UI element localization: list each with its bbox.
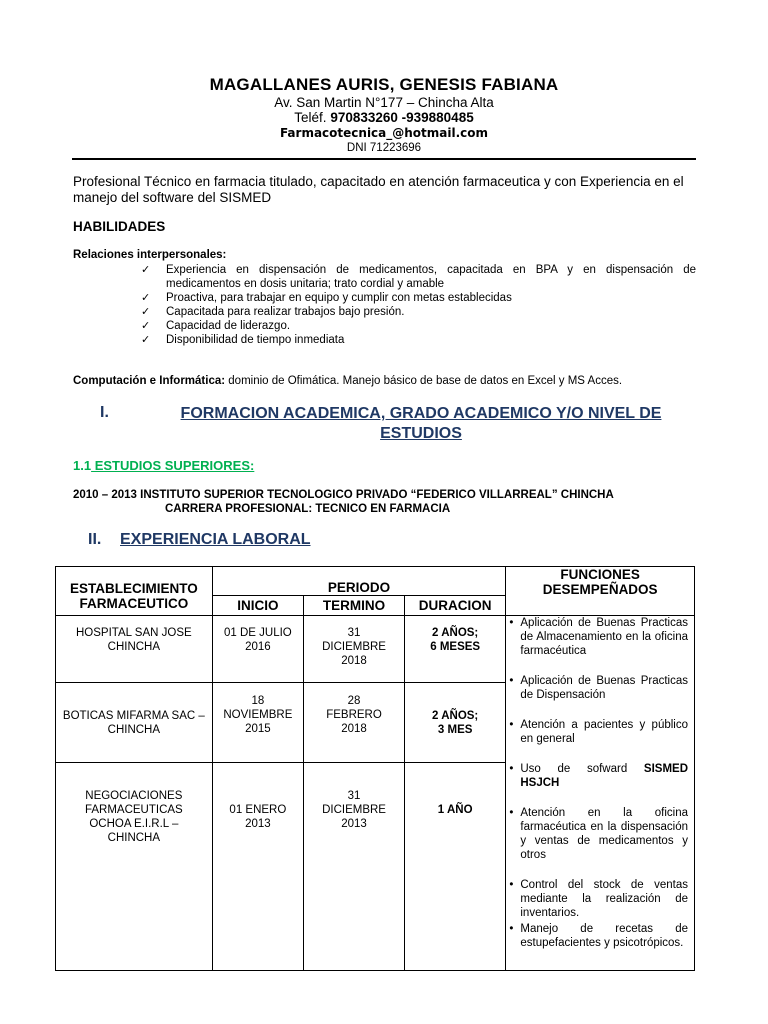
function-text: Control del stock de ventas mediante la realización de inventarios. (520, 879, 688, 919)
list-item (506, 878, 694, 920)
list-item (506, 616, 694, 658)
computing-text: dominio de Ofimática. Manejo básico de base de datos en Excel y MS Acces. (225, 375, 623, 387)
computing-label: Computación e Informática: (73, 375, 226, 387)
skill-text: Capacitada para realizar trabajos bajo presión. (166, 306, 405, 318)
end-cell: 31 DICIEMBRE 2018 (304, 616, 405, 683)
col-functions: FUNCIONES DESEMPEÑADOS (506, 567, 695, 616)
col-start: INICIO (212, 596, 303, 616)
computing-skills (73, 375, 622, 387)
list-item (506, 718, 694, 746)
subsection-title-text: ESTUDIOS SUPERIORES: (91, 458, 255, 473)
functions-cell (506, 616, 695, 971)
function-text: Atención a pacientes y público en general (520, 719, 688, 745)
candidate-name: MAGALLANES AURIS, GENESIS FABIANA (209, 75, 559, 94)
skill-text: Experiencia en dispensación de medicamentos, capacitada en BPA y en dispensación de medicamentos en dosis unitaria; trato cordial y amable (166, 264, 696, 290)
checkmark-icon: ✓ (141, 263, 151, 276)
profile-summary: Profesional Técnico en farmacia titulado, capacitado en atención farmaceutica y con Experiencia en el manejo del software del SISMED (73, 174, 684, 205)
skills-heading: HABILIDADES (73, 219, 166, 234)
list-item (140, 319, 696, 333)
list-item (506, 674, 694, 702)
bullet-icon: • (509, 807, 514, 819)
function-text: Aplicación de Buenas Practicas de Almacenamiento en la oficina farmacéutica (520, 617, 688, 657)
section1-number: I. (100, 404, 109, 421)
list-item (506, 922, 694, 950)
bullet-icon: • (509, 923, 514, 935)
start-cell: 01 DE JULIO 2016 (212, 616, 303, 683)
duration-cell: 2 AÑOS; 3 MES (404, 683, 505, 763)
phone-line (0, 110, 768, 125)
list-item (140, 333, 696, 347)
skills-list (140, 263, 696, 347)
col-end: TERMINO (304, 596, 405, 616)
list-item (140, 305, 696, 319)
checkmark-icon: ✓ (141, 319, 151, 332)
table-row (56, 616, 695, 683)
functions-list (506, 616, 694, 950)
subsection-title (73, 458, 254, 473)
subsection-number: 1.1 (73, 458, 92, 473)
section1-title (146, 404, 696, 444)
career-line: CARRERA PROFESIONAL: TECNICO EN FARMACIA (165, 503, 451, 515)
function-text: Aplicación de Buenas Practicas de Dispensación (520, 675, 688, 701)
end-cell: 28 FEBRERO 2018 (304, 683, 405, 763)
experience-table (55, 566, 695, 971)
bullet-icon: • (509, 879, 514, 891)
end-cell: 31 DICIEMBRE 2013 (304, 763, 405, 971)
checkmark-icon: ✓ (141, 305, 151, 318)
start-cell: 01 ENERO 2013 (212, 763, 303, 971)
checkmark-icon: ✓ (141, 333, 151, 346)
bullet-icon: • (509, 617, 514, 629)
section2-number: II. (88, 531, 102, 548)
dni: DNI 71223696 (346, 142, 422, 154)
function-text: Manejo de recetas de estupefacientes y psicotrópicos. (520, 923, 688, 949)
col-duration: DURACION (404, 596, 505, 616)
section2-title: EXPERIENCIA LABORAL (120, 531, 311, 548)
phone-numbers: 970833260 -939880485 (330, 110, 474, 125)
list-item (140, 291, 696, 305)
col-establishment: ESTABLECIMIENTO FARMACEUTICO (56, 567, 213, 616)
list-item (506, 806, 694, 862)
skill-text: Capacidad de liderazgo. (166, 320, 291, 332)
skill-text: Disponibilidad de tiempo inmediata (166, 334, 345, 346)
duration-cell: 1 AÑO (404, 763, 505, 971)
list-item (506, 762, 694, 790)
establishment-cell: BOTICAS MIFARMA SAC – CHINCHA (56, 683, 213, 763)
bullet-icon: • (509, 719, 514, 731)
email: Farmacotecnica_@hotmail.com (279, 126, 489, 140)
checkmark-icon: ✓ (141, 291, 151, 304)
start-cell: 18 NOVIEMBRE 2015 (212, 683, 303, 763)
bullet-icon: • (509, 763, 514, 775)
address: Av. San Martin N°177 – Chincha Alta (274, 95, 494, 110)
col-period: PERIODO (212, 567, 506, 596)
phone-label: Teléf. (294, 110, 327, 125)
header-divider (72, 158, 696, 160)
establishment-cell: HOSPITAL SAN JOSE CHINCHA (56, 616, 213, 683)
study-line: 2010 – 2013 INSTITUTO SUPERIOR TECNOLOGICO PRIVADO “FEDERICO VILLARREAL” CHINCHA (73, 489, 614, 501)
section1-title-text: FORMACION ACADEMICA, GRADO ACADEMICO Y/O NIVEL DE ESTUDIOS (180, 405, 662, 442)
duration-cell: 2 AÑOS; 6 MESES (404, 616, 505, 683)
bullet-icon: • (509, 675, 514, 687)
function-bold-text: SISMED HSJCH (520, 763, 688, 789)
establishment-cell: NEGOCIACIONES FARMACEUTICAS OCHOA E.I.R.L – CHINCHA (56, 763, 213, 971)
list-item (140, 263, 696, 291)
skill-text: Proactiva, para trabajar en equipo y cumplir con metas establecidas (166, 292, 512, 304)
interpersonal-heading: Relaciones interpersonales: (73, 249, 227, 261)
function-text: Uso de sofward (520, 763, 644, 775)
function-text: Atención en la oficina farmacéutica en la dispensación y ventas de medicamentos y otros (520, 807, 688, 861)
